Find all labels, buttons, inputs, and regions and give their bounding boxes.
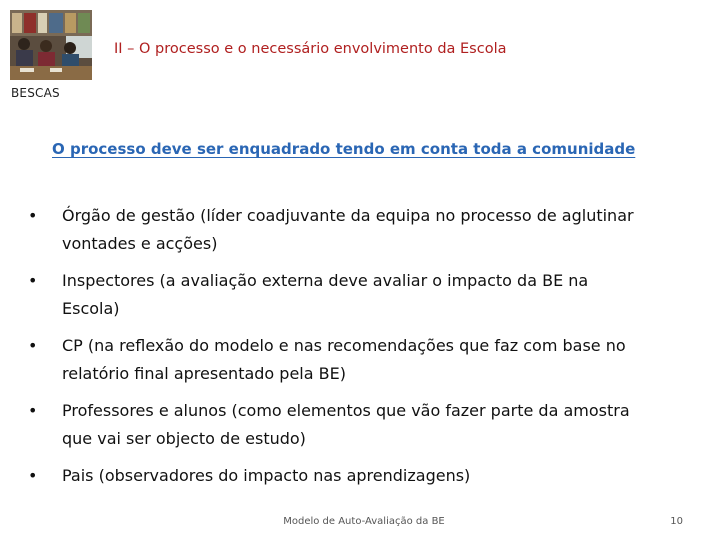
library-photo [10, 10, 92, 80]
footer-title: Modelo de Auto-Avaliação da BE [283, 516, 445, 527]
bullet-item [28, 462, 688, 490]
bullet-icon: • [28, 466, 38, 485]
bullet-icon: • [28, 271, 38, 290]
slide-title: II – O processo e o necessário envolvimento da Escola [114, 41, 507, 57]
bullet-line: Inspectores (a avaliação externa deve avaliar o impacto da BE na [62, 271, 589, 290]
bullet-line: Professores e alunos (como elementos que vão fazer parte da amostra [62, 401, 630, 420]
library-photo-image [10, 10, 92, 80]
bullet-line: Pais (observadores do impacto nas aprendizagens) [62, 466, 471, 485]
bullet-icon: • [28, 336, 38, 355]
bullet-item [28, 202, 688, 258]
logo-caption: BESCAS [11, 86, 60, 100]
bullet-line: CP (na reflexão do modelo e nas recomendações que faz com base no [62, 336, 626, 355]
page-number: 10 [670, 516, 683, 527]
bullet-line: Escola) [62, 299, 120, 318]
bullet-icon: • [28, 401, 38, 420]
bullet-line: relatório final apresentado pela BE) [62, 364, 346, 383]
bullet-line: Órgão de gestão (líder coadjuvante da equipa no processo de aglutinar [62, 206, 634, 225]
bullet-list [28, 202, 688, 499]
bullet-icon: • [28, 206, 38, 225]
bullet-item [28, 332, 688, 388]
bullet-item [28, 397, 688, 453]
bullet-item [28, 267, 688, 323]
bullet-line: vontades e acções) [62, 234, 218, 253]
slide-subtitle: O processo deve ser enquadrado tendo em conta toda a comunidade [52, 140, 636, 158]
bullet-line: que vai ser objecto de estudo) [62, 429, 306, 448]
